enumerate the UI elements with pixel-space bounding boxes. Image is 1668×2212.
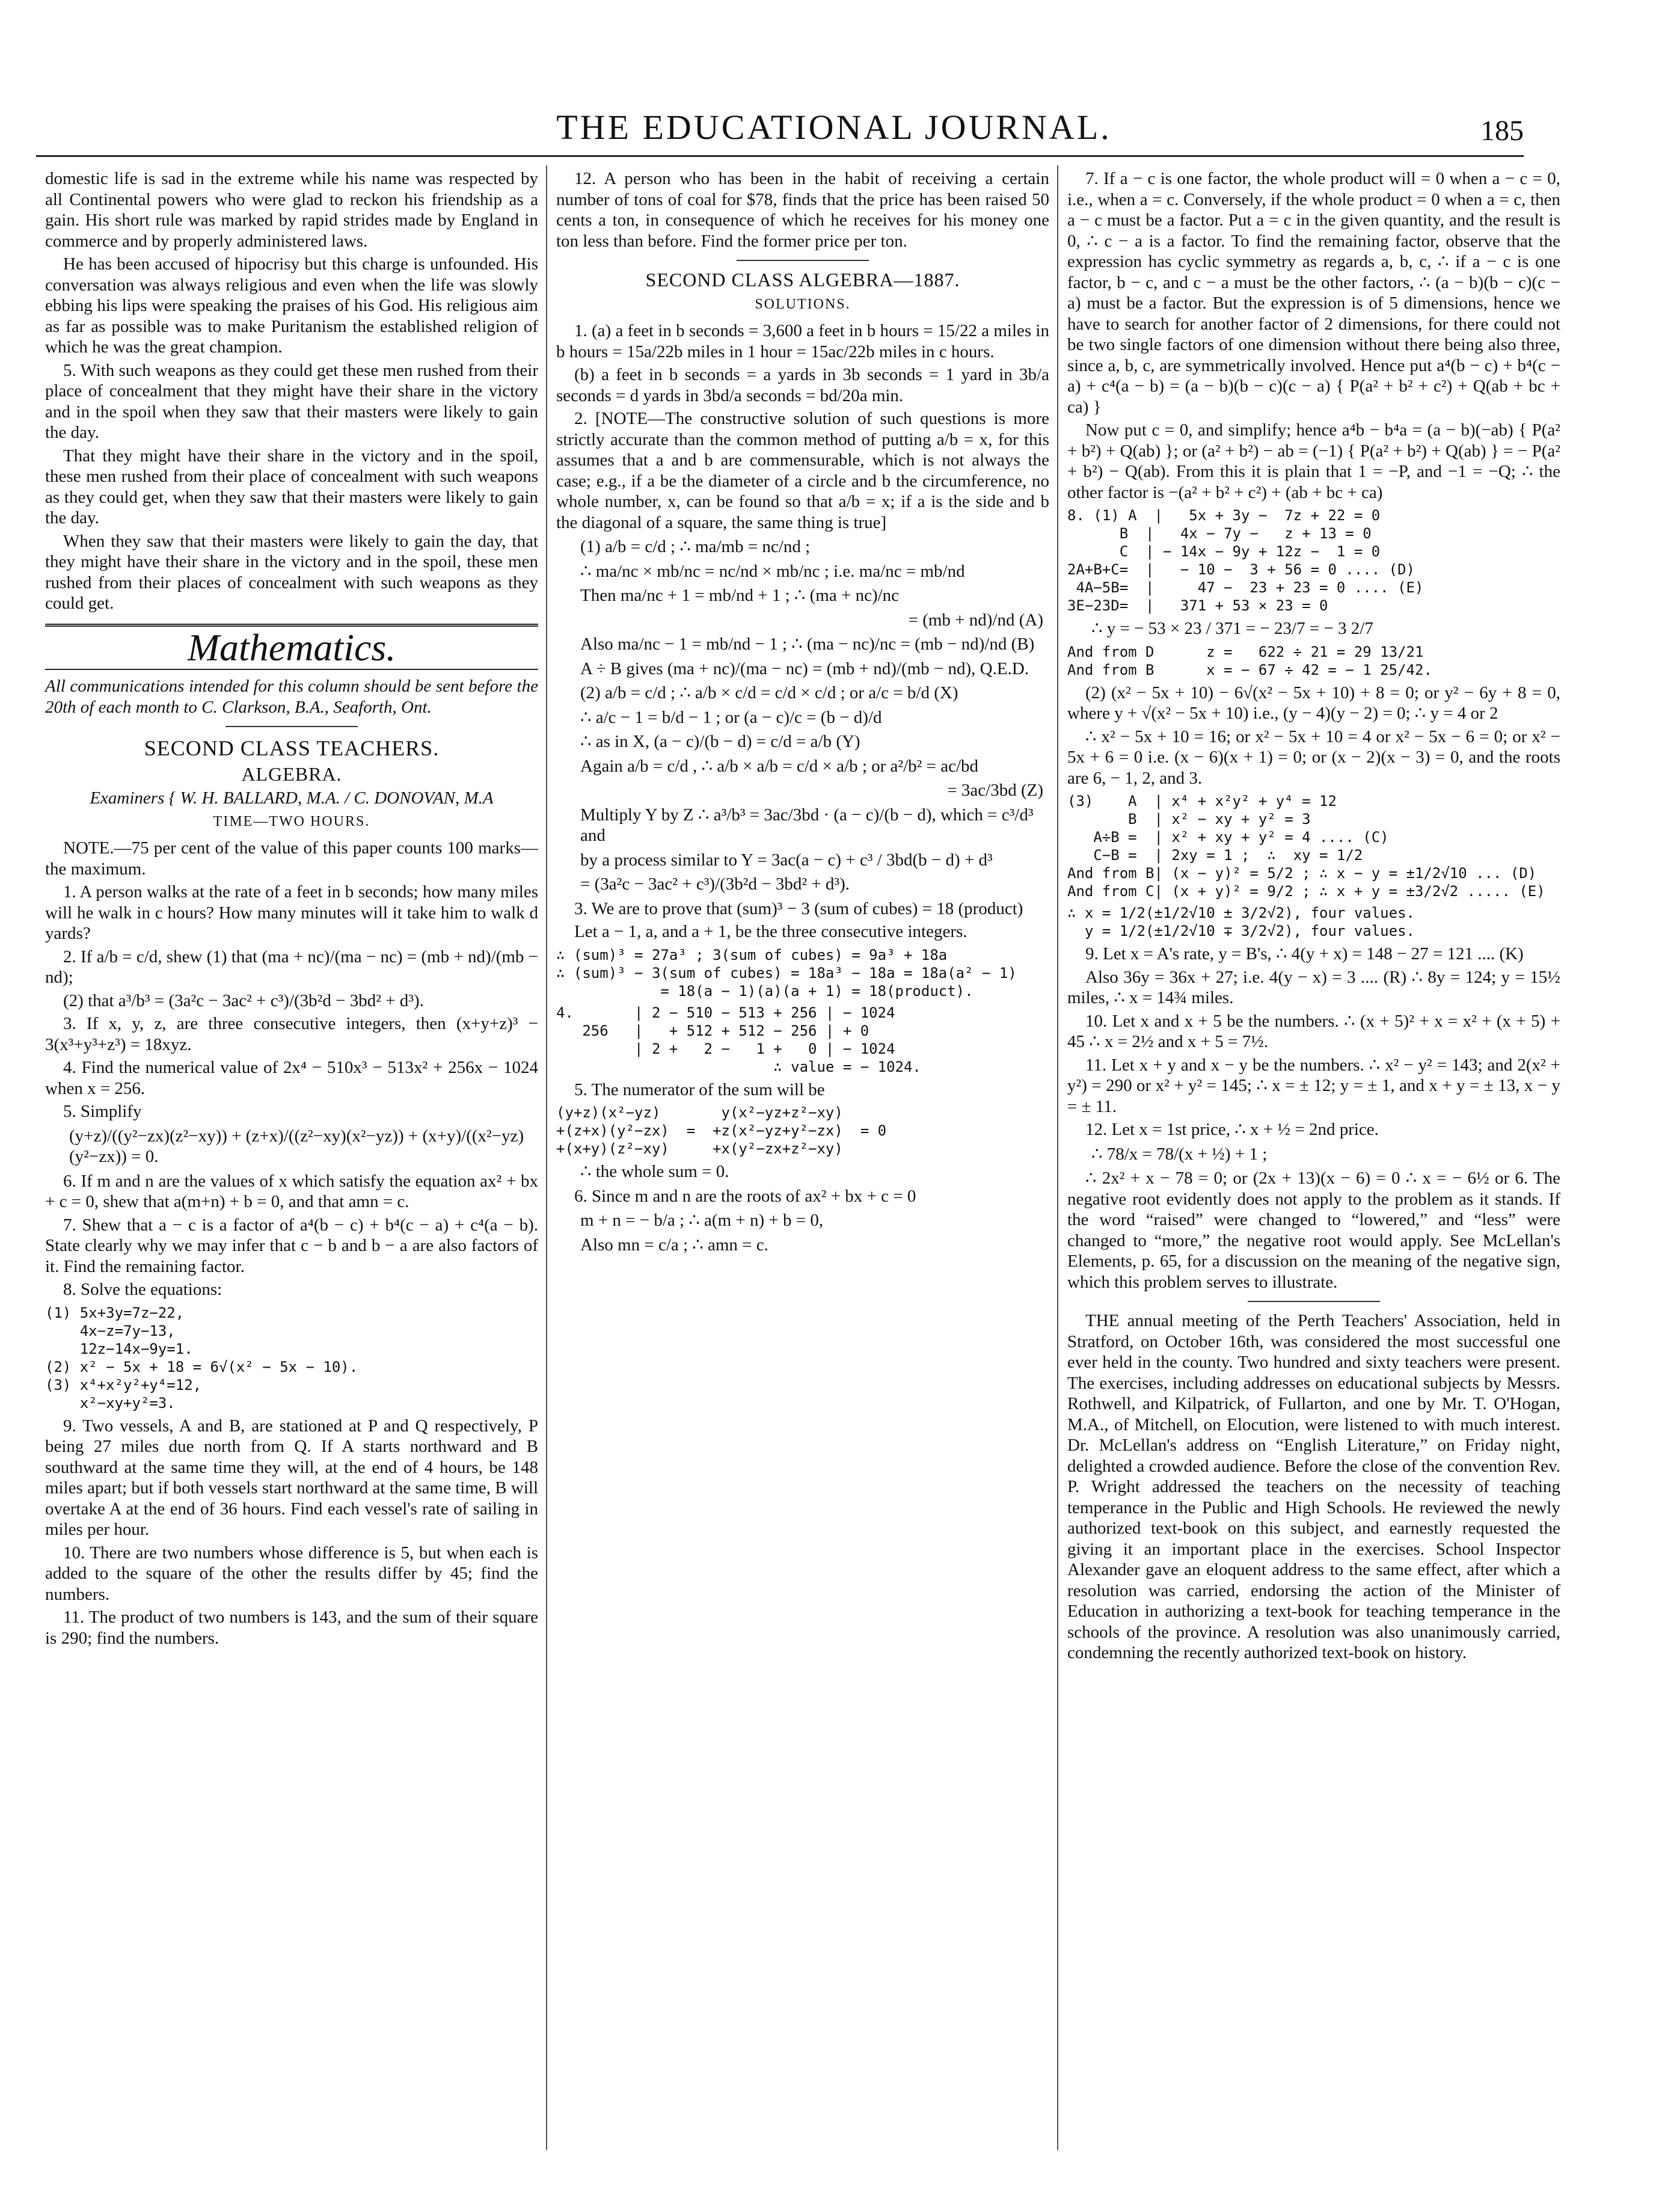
solution-4-division: 4. | 2 − 510 − 513 + 256 | − 1024 256 | + 512 + 512 − 256 | + 0 | 2 + 2 − 1 + 0 | − 1024 ∴ value = − 1024. <box>556 1004 921 1075</box>
solution-2-step-3: Then ma/nc + 1 = mb/nd + 1 ; ∴ (ma + nc)/nc <box>580 586 900 605</box>
solution-9-continued: Also 36y = 36x + 27; i.e. 4(y − x) = 3 .... (R) ∴ 8y = 124; y = 15½ miles, ∴ x = 14¾ miles. <box>1067 967 1560 1007</box>
solution-8-part-2-roots: ∴ x² − 5x + 10 = 16; or x² − 5x + 10 = 4 or x² − 5x − 6 = 0; or x² − 5x + 6 = 0 i.e. (x − 6)(x + 1) = 0; or (x − 2)(x − 3) = 0, and the roots are 6, − 1, 2, and 3. <box>1067 727 1560 788</box>
examiners: Examiners { W. H. BALLARD, M.A. / C. DONOVAN, M.A <box>90 788 494 808</box>
question-5-expression: (y+z)/((y²−zx)(z²−xy)) + (z+x)/((z²−xy)(x²−yz)) + (x+y)/((x²−yz)(y²−zx)) = 0. <box>69 1126 524 1166</box>
solution-8-table-1: 8. (1) A | 5x + 3y − 7z + 22 = 0 B | 4x − 7y − z + 13 = 0 C | − 14x − 9y + 12z − 1 = 0 2A+B+C= | − 10 − 3 + 56 = 0 .... (D) 4A−5B= | 47 − 23 + 23 = 0 .... (E) 3E−23D= | 371 + 53 × 23 = 0 <box>1067 507 1424 614</box>
solution-6-product: Also mn = c/a ; ∴ amn = c. <box>580 1235 768 1255</box>
solutions-subtitle: SOLUTIONS. <box>755 296 851 312</box>
solution-5-work: (y+z)(x²−yz) y(x²−yz+z²−xy) +(z+x)(y²−zx) = +z(x²−yz+y²−zx) = 0 +(x+y)(z²−xy) +x(y²−zx+z²−xy) <box>556 1104 887 1157</box>
solution-3: 3. We are to prove that (sum)³ − 3 (sum of cubes) = 18 (product) <box>574 899 1023 918</box>
question-11: 11. The product of two numbers is 143, and the sum of their square is 290; find the numbers. <box>45 1608 538 1648</box>
section-title: Mathematics. <box>187 625 396 669</box>
section-rule-lower <box>45 669 538 670</box>
algebra-heading: ALGEBRA. <box>241 763 342 785</box>
solution-11: 11. Let x + y and x − y be the numbers. ∴ x² − y² = 143; and 2(x² + y²) = 290 or x² + y² = 145; ∴ x = ± 12; y = ± 1, and x + y = ± 13, x − y = ± 11. <box>1067 1055 1560 1116</box>
solution-8-table-3: (3) A | x⁴ + x²y² + y⁴ = 12 B | x² − xy + y² = 3 A÷B = | x² + xy + y² = 4 .... (C) C−B = | 2xy = 1 ; ∴ xy = 1/2 And from B| (x − y)² = 5/2 ; ∴ x − y = ±1/2√10 ... (D) And from C| (x + y)² = 9/2 ; ∴ x + y = ±3/2√2 ..... (E) <box>1067 793 1545 900</box>
column-3 <box>1067 168 1560 1666</box>
question-10: 10. There are two numbers whose difference is 5, but when each is added to the square of the other the results differ by 45; find the numbers. <box>45 1543 538 1604</box>
solution-7-continued: Now put c = 0, and simplify; hence a⁴b − b⁴a = (a − b)(−ab) { P(a² + b²) + Q(ab) }; or (a² + b²) − ab = (−1) { P(a² + b²) + Q(ab) } = − P(a² + b²) − Q(ab). From this it is plain that 1 = −P, and −1 = −Q; ∴ the other factor is −(a² + b² + c²) + (ab + bc + ca) <box>1067 420 1560 502</box>
communications-notice: All communications intended for this column should be sent before the 20th of each month to C. Clarkson, B.A., Seaforth, Ont. <box>45 677 538 717</box>
answer-5-variant-2: When they saw that their masters were likely to gain the day, that they might have their share in the victory and in the spoil, these men rushed from their places of concealment with such weapons as they could get. <box>45 531 538 613</box>
solution-2-step-13: by a process similar to Y = 3ac(a − c) + c³ / 3bd(b − d) + d³ <box>580 850 993 870</box>
short-rule <box>225 726 358 727</box>
column-divider-2 <box>1057 165 1058 2150</box>
column-divider-1 <box>546 165 547 2150</box>
solution-8-y: ∴ y = − 53 × 23 / 371 = − 23/7 = − 3 2/7 <box>1091 619 1373 638</box>
solution-1a: 1. (a) a feet in b seconds = 3,600 a feet in b hours = 15/22 a miles in b hours = 15a/22b miles in 1 hour = 15ac/22b miles in c hours. <box>556 321 1049 361</box>
solution-3-setup: Let a − 1, a, and a + 1, be the three consecutive integers. <box>574 922 967 941</box>
history-paragraph-2: He has been accused of hipocrisy but this charge is unfounded. His conversation was always religious and even when the life was slowly ebbing his lips were speaking the praises of his God. His religious aim as far as possible was to make Puritanism the established religion of which he was the great champion. <box>45 254 538 357</box>
solution-9: 9. Let x = A's rate, y = B's, ∴ 4(y + x) = 148 − 27 = 121 .... (K) <box>1085 944 1524 963</box>
question-6: 6. If m and n are the values of x which satisfy the equation ax² + bx + c = 0, shew that a(m+n) + b = 0, and that amn = c. <box>45 1171 538 1211</box>
solution-6: 6. Since m and n are the roots of ax² + bx + c = 0 <box>574 1186 916 1206</box>
history-paragraph-1: domestic life is sad in the extreme while his name was respected by all Continental powers who were glad to reckon his friendship as a gain. His short rule was marked by rapid strides made by England in commerce and by properly administered laws. <box>45 169 538 251</box>
solution-10: 10. Let x and x + 5 be the numbers. ∴ (x + 5)² + x = x² + (x + 5) + 45 ∴ x = 2½ and x + 5 = 7½. <box>1067 1011 1560 1051</box>
solution-3-work: ∴ (sum)³ = 27a³ ; 3(sum of cubes) = 9a³ + 18a ∴ (sum)³ − 3(sum of cubes) = 18a³ − 18a = 18a(a² − 1) = 18(a − 1)(a)(a + 1) = 18(product). <box>556 946 1017 1000</box>
question-2a: 2. If a/b = c/d, shew (1) that (ma + nc)/(ma − nc) = (mb + nd)/(mb − nd); <box>45 947 538 987</box>
answer-5-paragraph: 5. With such weapons as they could get these men rushed from their place of concealment that they might have their share in the victory and in the spoil when they saw that their masters were likely to gain the day. <box>45 360 538 442</box>
perth-association-news: THE annual meeting of the Perth Teachers' Association, held in Stratford, on October 16th, was considered the most successful one ever held in the county. Two hundred and sixty teachers were present. The exercises, including addresses on educational subjects by Messrs. Rothwell, and Kilpatrick, of Fullarton, and one by Mr. T. O'Hogan, M.A., of Mitchell, on Elocution, were listened to with much interest. Dr. McLellan's address on “English Literature,” on Friday night, delighted a crowded audience. Before the close of the convention Rev. P. Wright addressed the teachers on the necessity of teaching temperance in the Public and High Schools. He reviewed the newly authorized text-book on this subject, and earnestly requested the giving it an important place in the exercises. School Inspector Alexander gave an eloquent address to the same effect, after which a resolution was carried, endorsing the action of the Minister of Education in authorizing a text-book for teaching temperance in the schools of the province. A resolution was also unanimously carried, condemning the recently authorized text-book on history. <box>1067 1311 1560 1662</box>
solution-2-step-14: = (3a²c − 3ac² + c³)/(3b²d − 3bd² + d³). <box>580 874 850 894</box>
question-12: 12. A person who has been in the habit of receiving a certain number of tons of coal for $78, finds that the price has been raised 50 cents a ton, in consequence of which he receives for his money one ton less than before. Find the former price per ton. <box>556 169 1049 251</box>
solution-2-note: 2. [NOTE—The constructive solution of such questions is more strictly accurate than the common method of putting a/b = x, for this assumes that a and b are commensurable, which is not always the case; e.g., if a be the diameter of a circle and b the circumference, no whole number, x, can be found so that a/b = x; if a is the side and b the diagonal of a square, the same thing is true] <box>556 409 1049 532</box>
solution-8-zx: And from D z = 622 ÷ 21 = 29 13/21 And from B x = − 67 ÷ 42 = − 1 25/42. <box>1067 643 1432 678</box>
solution-2-step-11: = 3ac/3bd (Z) <box>947 781 1043 800</box>
question-1: 1. A person walks at the rate of a feet in b seconds; how many miles will he walk in c hours? How many minutes will it take him to walk d yards? <box>45 882 538 943</box>
solution-12-continued: ∴ 2x² + x − 78 = 0; or (2x + 13)(x − 6) = 0 ∴ x = − 6½ or 6. The negative root evidently does not apply to the problem as it stands. If the word “raised” were changed to “lowered,” and “less” were changed to “more,” the negative root would apply. See McLellan's Elements, p. 65, for a discussion on the meaning of the negative sign, which this problem serves to illustrate. <box>1067 1169 1560 1292</box>
header-rule <box>36 155 1524 157</box>
column-1 <box>45 168 538 1651</box>
solution-2-step-10: Again a/b = c/d , ∴ a/b × a/b = c/d × a/b ; or a²/b² = ac/bd <box>580 756 979 776</box>
solution-1b: (b) a feet in b seconds = a yards in 3b seconds = 1 yard in 3b/a seconds = d yards in 3bd/a seconds = bd/20a min. <box>556 365 1049 405</box>
solution-2-step-5: Also ma/nc − 1 = mb/nd − 1 ; ∴ (ma − nc)/nc = (mb − nd)/nd (B) <box>580 634 1035 654</box>
short-rule <box>1248 1301 1380 1302</box>
solution-8-values: ∴ x = 1/2(±1/2√10 ± 3/2√2), four values. y = 1/2(±1/2√10 ∓ 3/2√2), four values. <box>1067 905 1415 939</box>
solution-8-part-2: (2) (x² − 5x + 10) − 6√(x² − 5x + 10) + 8 = 0; or y² − 6y + 8 = 0, where y + √(x² − 5x + 10) i.e., (y − 4)(y − 2) = 0; ∴ y = 4 or 2 <box>1067 683 1560 723</box>
solution-6-sum: m + n = − b/a ; ∴ a(m + n) + b = 0, <box>580 1211 824 1230</box>
question-4: 4. Find the numerical value of 2x⁴ − 510x³ − 513x² + 256x − 1024 when x = 256. <box>45 1058 538 1098</box>
column-2 <box>556 168 1049 1259</box>
question-8-equations: (1) 5x+3y=7z−22, 4x−z=7y−13, 12z−14x−9y=1. (2) x² − 5x + 18 = 6√(x² − 5x − 10). (3) x⁴+x²y²+y⁴=12, x²−xy+y²=3. <box>45 1304 358 1412</box>
solution-2-step-2: ∴ ma/nc × mb/nc = nc/nd × mb/nc ; i.e. ma/nc = mb/nd <box>580 561 965 581</box>
solutions-title: SECOND CLASS ALGEBRA—1887. <box>645 269 960 290</box>
solution-2-step-7: (2) a/b = c/d ; ∴ a/b × c/d = c/d × c/d ; or a/c = b/d (X) <box>580 683 958 702</box>
question-3: 3. If x, y, z, are three consecutive integers, then (x+y+z)³ − 3(x³+y³+z³) = 18xyz. <box>45 1014 538 1054</box>
question-9: 9. Two vessels, A and B, are stationed at P and Q respectively, P being 27 miles due north from Q. If A starts northward and B southward at the same time they will, at the end of 4 hours, be 148 miles apart; but if both vessels start northward at the same time, B will overtake A at the end of 36 hours. Find each vessel's rate of sailing in miles per hour. <box>45 1416 538 1539</box>
solution-5: 5. The numerator of the sum will be <box>574 1080 825 1099</box>
solution-5-result: ∴ the whole sum = 0. <box>580 1162 729 1181</box>
solution-2-step-1: (1) a/b = c/d ; ∴ ma/mb = nc/nd ; <box>580 537 811 556</box>
journal-title: THE EDUCATIONAL JOURNAL. <box>556 108 1112 147</box>
solution-2-step-6: A ÷ B gives (ma + nc)/(ma − nc) = (mb + nd)/(mb − nd), Q.E.D. <box>580 659 1029 678</box>
question-7: 7. Shew that a − c is a factor of a⁴(b − c) + b⁴(c − a) + c⁴(a − b). State clearly why we may infer that c − b and b − a are also factors of it. Find the remaining factor. <box>45 1215 538 1276</box>
solution-2-step-4: = (mb + nd)/nd (A) <box>908 610 1043 630</box>
solution-2-step-8: ∴ a/c − 1 = b/d − 1 ; or (a − c)/c = (b − d)/d <box>580 707 882 727</box>
time-limit: TIME—TWO HOURS. <box>213 813 370 829</box>
solution-7: 7. If a − c is one factor, the whole product will = 0 when a − c = 0, i.e., when a = c. Conversely, if the whole product = 0 when a = c, then a − c must be a factor. Put a = c in the given quantity, and the result is 0, ∴ c − a is a factor. To find the remaining factor, observe that the expression has cyclic symmetry as regards a, b, c, ∴ if a − c is one factor, b − c, and c − a must be the other factors, ∴ (a − b)(b − c)(c − a) must be a factor. But the expression is of 5 dimensions, hence we have to search for another factor of 2 dimensions, for there could not be two single factors of one dimension without there being also three, since a, b, c, are symmetrically involved. Hence put a⁴(b − c) + b⁴(c − a) + c⁴(a − b) = (a − b)(b − c)(c − a) { P(a² + b² + c²) + Q(ab + bc + ca) } <box>1067 169 1560 417</box>
question-8: 8. Solve the equations: <box>63 1280 222 1299</box>
solution-2-step-12: Multiply Y by Z ∴ a³/b³ = 3ac/3bd · (a − c)/(b − d), which = c³/d³ and <box>580 805 1034 845</box>
answer-5-variant-1: That they might have their share in the victory and in the spoil, these men rushed from their place of concealment with such weapons as they could get, when they saw that their masters were likely to gain the day. <box>45 446 538 527</box>
question-2b: (2) that a³/b³ = (3a²c − 3ac² + c³)/(3b²d − 3bd² + d³). <box>63 991 424 1010</box>
solution-12: 12. Let x = 1st price, ∴ x + ½ = 2nd price. <box>1085 1120 1379 1139</box>
short-rule <box>737 260 869 261</box>
teachers-heading: SECOND CLASS TEACHERS. <box>144 736 440 760</box>
exam-note: NOTE.—75 per cent of the value of this paper counts 100 marks—the maximum. <box>45 838 538 879</box>
solution-2-step-9: ∴ as in X, (a − c)/(b − d) = c/d = a/b (Y) <box>580 732 860 751</box>
solution-12-equation: ∴ 78/x = 78/(x + ½) + 1 ; <box>1091 1144 1268 1164</box>
question-5: 5. Simplify <box>63 1102 142 1121</box>
page-number: 185 <box>1480 115 1524 147</box>
